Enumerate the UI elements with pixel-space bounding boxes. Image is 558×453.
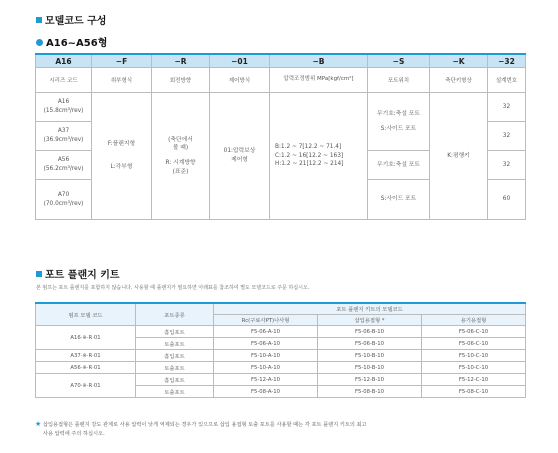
square-bullet-icon — [36, 17, 42, 23]
port-cell: 무기호:축설 포트 S:사이드 포트 — [368, 93, 430, 151]
port-cell: S:사이드 포트 — [368, 180, 430, 220]
port-cell: 흡입포트 — [136, 350, 214, 362]
header-col: 삽입용접형 * — [318, 315, 422, 326]
kit-cell: F5-08-A-10 — [214, 386, 318, 398]
header-col: Rc(구료사PT)나사형 — [214, 315, 318, 326]
kit-cell: F5-12-A-10 — [214, 374, 318, 386]
kit-cell: F5-10-C-10 — [422, 350, 526, 362]
port-cell: 무기호:축설 포트 — [368, 151, 430, 180]
kit-cell: F5-06-C-10 — [422, 338, 526, 350]
kit-cell: F5-06-A-10 — [214, 338, 318, 350]
kit-cell: F5-10-A-10 — [214, 362, 318, 374]
series-cell: A70 (70.0cm³/rev) — [36, 180, 92, 220]
kit-cell: F5-10-C-10 — [422, 362, 526, 374]
subtitle-model-range: A16~A56형 — [36, 34, 107, 49]
pump-cell: A37·※·R·01 — [36, 350, 136, 362]
kit-cell: F5-06-B-10 — [318, 338, 422, 350]
table-row — [36, 362, 526, 374]
control-cell: 01:압력보상 제어형 — [210, 93, 270, 220]
series-cell: A16 (15.8cm³/rev) — [36, 93, 92, 122]
kit-cell: F5-12-B-10 — [318, 374, 422, 386]
label-row — [36, 68, 526, 93]
label-cell: 취부형식 — [92, 68, 152, 93]
series-cell: A56 (56.2cm³/rev) — [36, 151, 92, 180]
kit-cell: F5-10-B-10 — [318, 362, 422, 374]
table-row — [36, 326, 526, 338]
port-cell: 토출포트 — [136, 338, 214, 350]
design-cell: 32 — [488, 122, 526, 151]
code-cell: −B — [270, 54, 368, 68]
header-port: 포트종류 — [136, 303, 214, 326]
code-cell: −K — [430, 54, 488, 68]
section-title-port-flange-kit: 포트 플랜지 키트 — [36, 266, 120, 281]
circle-bullet-icon — [36, 39, 43, 46]
code-cell: −R — [152, 54, 210, 68]
label-cell: 시리즈 코드 — [36, 68, 92, 93]
port-cell: 토출포트 — [136, 362, 214, 374]
pump-cell: A16·※·R·01 — [36, 326, 136, 350]
table-row — [36, 350, 526, 362]
footnote-line2: 사용 압력에 주의 하십시오. — [43, 431, 105, 438]
label-cell-pressure: 압력조정범위 MPa[kgf/cm²] — [270, 68, 368, 93]
series-cell: A37 (36.9cm³/rev) — [36, 122, 92, 151]
design-cell: 60 — [488, 180, 526, 220]
series-row — [36, 93, 526, 122]
star-icon: ★ — [35, 420, 42, 428]
key-cell: K:평행키 — [430, 93, 488, 220]
label-cell: 축단키형상 — [430, 68, 488, 93]
pump-cell: A70·※·R·01 — [36, 374, 136, 398]
kit-cell: F5-06-C-10 — [422, 326, 526, 338]
header-kit-group: 포트 플랜지 키트의 모델코드 — [214, 303, 526, 315]
code-cell: −S — [368, 54, 430, 68]
mounting-cell: F:플랜지형 L:각부형 — [92, 93, 152, 220]
port-flange-kit-table — [35, 302, 526, 398]
square-bullet-icon — [36, 271, 42, 277]
port-cell: 토출포트 — [136, 386, 214, 398]
section-description: 본 펌프는 포트 플랜지를 포함하지 않습니다. 사용할 때 플랜지가 필요하면 아래표를 참조하여 별도 모델코드로 주문 하십시오. — [36, 285, 310, 291]
pump-cell: A56·※·R·01 — [36, 362, 136, 374]
label-cell: 설계번호 — [488, 68, 526, 93]
kit-cell: F5-08-C-10 — [422, 386, 526, 398]
code-cell: −01 — [210, 54, 270, 68]
header-row — [36, 303, 526, 315]
port-cell: 흡입포트 — [136, 374, 214, 386]
label-cell: 제어방식 — [210, 68, 270, 93]
kit-cell: F5-10-B-10 — [318, 350, 422, 362]
code-cell: −32 — [488, 54, 526, 68]
port-cell: 흡입포트 — [136, 326, 214, 338]
code-row — [36, 54, 526, 68]
footnote-line1: 삽입용접형은 플랜지 강도 관계로 사용 압력이 낮게 억제되는 경우가 있으므로 삽입 용접형 토출 포트를 사용할 때는 각 포트 플랜지 키트의 최고 — [42, 422, 367, 428]
section-title-model-code: 모델코드 구성 — [36, 12, 106, 27]
kit-cell: F5-10-A-10 — [214, 350, 318, 362]
pressure-cell: B:1.2 ~ 7[12.2 ~ 71.4] C:1.2 ~ 16[12.2 ~ 163] H:1.2 ~ 21[12.2 ~ 214] — [270, 93, 368, 220]
code-cell: −F — [92, 54, 152, 68]
code-cell: A16 — [36, 54, 92, 68]
header-col: 용기용접형 — [422, 315, 526, 326]
label-cell: 회전방향 — [152, 68, 210, 93]
header-pump: 펌프 모델 코드 — [36, 303, 136, 326]
rotation-cell: (축단에서 볼 때) R: 시계방향 (표준) — [152, 93, 210, 220]
kit-cell: F5-12-C-10 — [422, 374, 526, 386]
table-row — [36, 374, 526, 386]
footnote — [35, 418, 525, 439]
model-code-table — [35, 53, 526, 220]
kit-cell: F5-08-B-10 — [318, 386, 422, 398]
design-cell: 32 — [488, 151, 526, 180]
label-cell: 포트위치 — [368, 68, 430, 93]
kit-cell: F5-06-A-10 — [214, 326, 318, 338]
kit-cell: F5-06-B-10 — [318, 326, 422, 338]
design-cell: 32 — [488, 93, 526, 122]
